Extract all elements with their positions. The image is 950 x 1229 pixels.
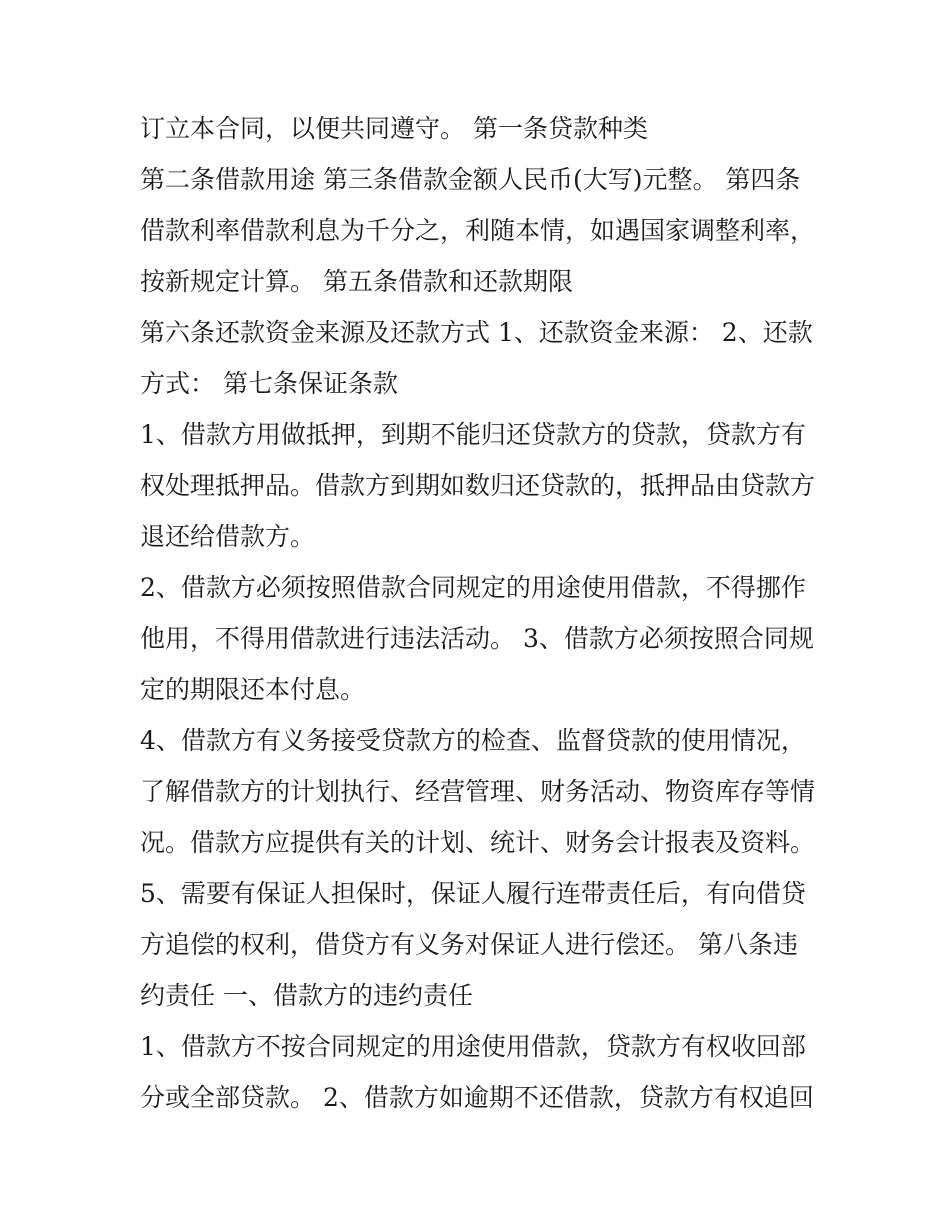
text-line: 退还给借款方。 [140, 522, 316, 551]
text-line: 定的期限还本付息。 [140, 675, 366, 704]
text-line: 方追偿的权利，借贷方有义务对保证人进行偿还。 第八条违 [140, 930, 798, 959]
text-line: 2、借款方必须按照借款合同规定的用途使用借款，不得挪作 [140, 573, 806, 602]
contract-body-text [140, 108, 830, 1128]
text-line: 1、借款方不按合同规定的用途使用借款，贷款方有权收回部 [140, 1032, 806, 1061]
text-line: 5、需要有保证人担保时，保证人履行连带责任后，有向借贷 [140, 879, 806, 908]
text-line: 况。借款方应提供有关的计划、统计、财务会计报表及资料。 [140, 828, 816, 857]
text-line: 约责任 一、借款方的违约责任 [140, 981, 473, 1010]
text-line: 方式： 第七条保证条款 [140, 369, 398, 398]
text-line: 权处理抵押品。借款方到期如数归还贷款的，抵押品由贷款方 [140, 471, 816, 500]
text-line: 订立本合同，以便共同遵守。 第一条贷款种类 [140, 114, 648, 143]
text-line: 他用，不得用借款进行违法活动。 3、借款方必须按照合同规 [140, 624, 814, 653]
text-line: 第二条借款用途 第三条借款金额人民币(大写)元整。 第四条 [140, 165, 801, 194]
text-line: 分或全部贷款。 2、借款方如逾期不还借款，贷款方有权追回 [140, 1083, 814, 1112]
text-line: 按新规定计算。 第五条借款和还款期限 [140, 267, 573, 296]
text-line: 借款利率借款利息为千分之，利随本情，如遇国家调整利率， [140, 216, 816, 245]
text-line: 4、借款方有义务接受贷款方的检查、监督贷款的使用情况， [140, 726, 806, 755]
text-line: 了解借款方的计划执行、经营管理、财务活动、物资库存等情 [140, 777, 816, 806]
text-line: 第六条还款资金来源及还款方式 1、还款资金来源： 2、还款 [140, 318, 813, 347]
text-line: 1、借款方用做抵押，到期不能归还贷款方的贷款，贷款方有 [140, 420, 806, 449]
